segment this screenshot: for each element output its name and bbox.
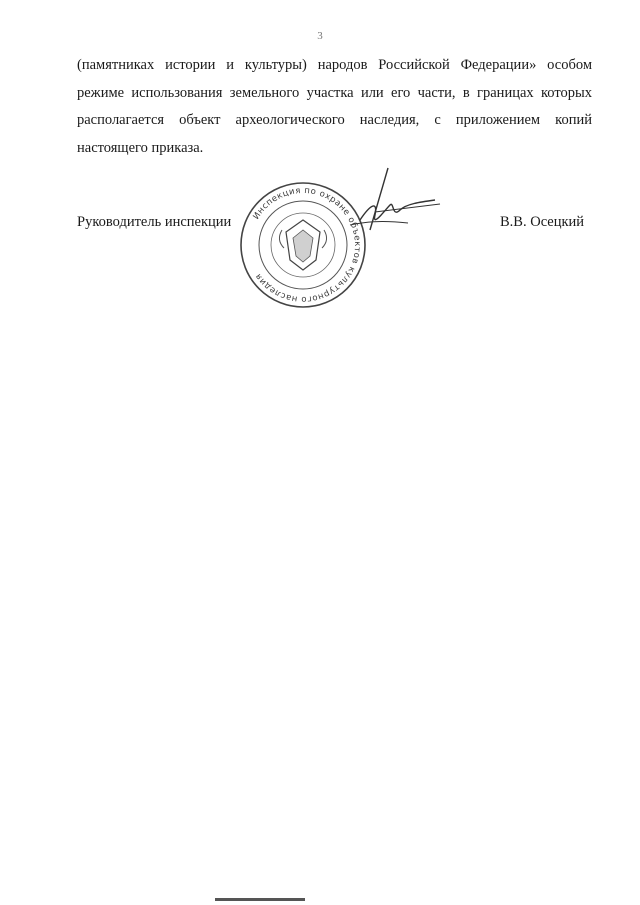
- handwritten-signature-icon: [330, 160, 450, 240]
- page-number: 3: [317, 30, 323, 42]
- signatory-name: В.В. Осецкий: [500, 214, 585, 230]
- svg-text:Инспекция по охране объектов к: Инспекция по охране объектов культурного наследия: [251, 185, 363, 305]
- paragraph-line: режиме использования земельного участка или его части, в границах которых: [77, 84, 592, 101]
- paragraph-line: располагается объект археологического наследия, с приложением копий: [77, 112, 592, 128]
- signatory-role: Руководитель инспекции: [77, 214, 232, 230]
- paragraph-line: (памятниках истории и культуры) народов Российской Федерации» особом: [77, 57, 592, 73]
- body-paragraph: [77, 52, 592, 162]
- scan-edge-mark: [215, 898, 305, 901]
- paragraph-line: настоящего приказа.: [77, 139, 204, 156]
